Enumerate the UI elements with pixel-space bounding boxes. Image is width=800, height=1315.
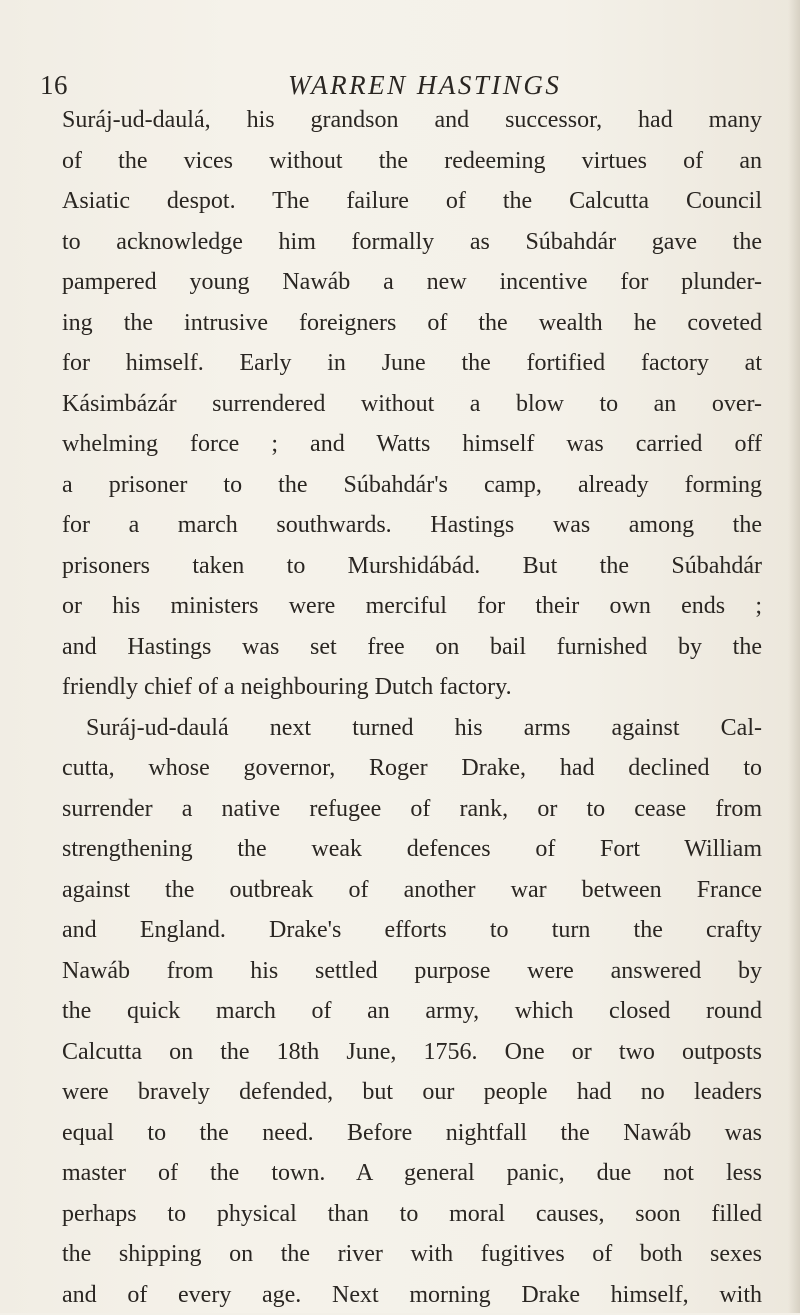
text-line: a prisoner to the Súbahdár's camp, already forming	[62, 465, 762, 506]
text-line: master of the town. A general panic, due not less	[62, 1153, 762, 1194]
text-line: Suráj-ud-daulá, his grandson and successor, had many	[62, 100, 762, 141]
text-line: equal to the need. Before nightfall the Nawáb was	[62, 1113, 762, 1154]
running-title: WARREN HASTINGS	[288, 70, 561, 101]
page-number: 16	[40, 70, 68, 101]
text-line: Calcutta on the 18th June, 1756. One or two outposts	[62, 1032, 762, 1073]
text-line: cutta, whose governor, Roger Drake, had declined to	[62, 748, 762, 789]
text-line: whelming force ; and Watts himself was carried off	[62, 424, 762, 465]
text-line: strengthening the weak defences of Fort William	[62, 829, 762, 870]
text-line: and of every age. Next morning Drake himself, with	[62, 1275, 762, 1315]
text-line: the shipping on the river with fugitives of both sexes	[62, 1234, 762, 1275]
paragraph-start-line: Suráj-ud-daulá next turned his arms against Cal-	[62, 708, 762, 749]
text-line: perhaps to physical than to moral causes, soon filled	[62, 1194, 762, 1235]
text-line: surrender a native refugee of rank, or to cease from	[62, 789, 762, 830]
text-line: of the vices without the redeeming virtues of an	[62, 141, 762, 182]
text-line: to acknowledge him formally as Súbahdár gave the	[62, 222, 762, 263]
body-text	[62, 100, 762, 1315]
text-line: pampered young Nawáb a new incentive for plunder-	[62, 262, 762, 303]
text-line: for himself. Early in June the fortified factory at	[62, 343, 762, 384]
text-line: and Hastings was set free on bail furnished by the	[62, 627, 762, 668]
text-line: or his ministers were merciful for their own ends ;	[62, 586, 762, 627]
text-line: and England. Drake's efforts to turn the crafty	[62, 910, 762, 951]
text-line: for a march southwards. Hastings was among the	[62, 505, 762, 546]
text-line: friendly chief of a neighbouring Dutch factory.	[62, 667, 762, 708]
text-line: the quick march of an army, which closed round	[62, 991, 762, 1032]
text-line: Kásimbázár surrendered without a blow to an over-	[62, 384, 762, 425]
text-line: against the outbreak of another war between France	[62, 870, 762, 911]
text-line: were bravely defended, but our people had no leaders	[62, 1072, 762, 1113]
text-line: Nawáb from his settled purpose were answered by	[62, 951, 762, 992]
text-line: prisoners taken to Murshidábád. But the Súbahdár	[62, 546, 762, 587]
text-line: Asiatic despot. The failure of the Calcutta Council	[62, 181, 762, 222]
text-line: ing the intrusive foreigners of the wealth he coveted	[62, 303, 762, 344]
page-edge-shadow	[788, 0, 800, 1313]
